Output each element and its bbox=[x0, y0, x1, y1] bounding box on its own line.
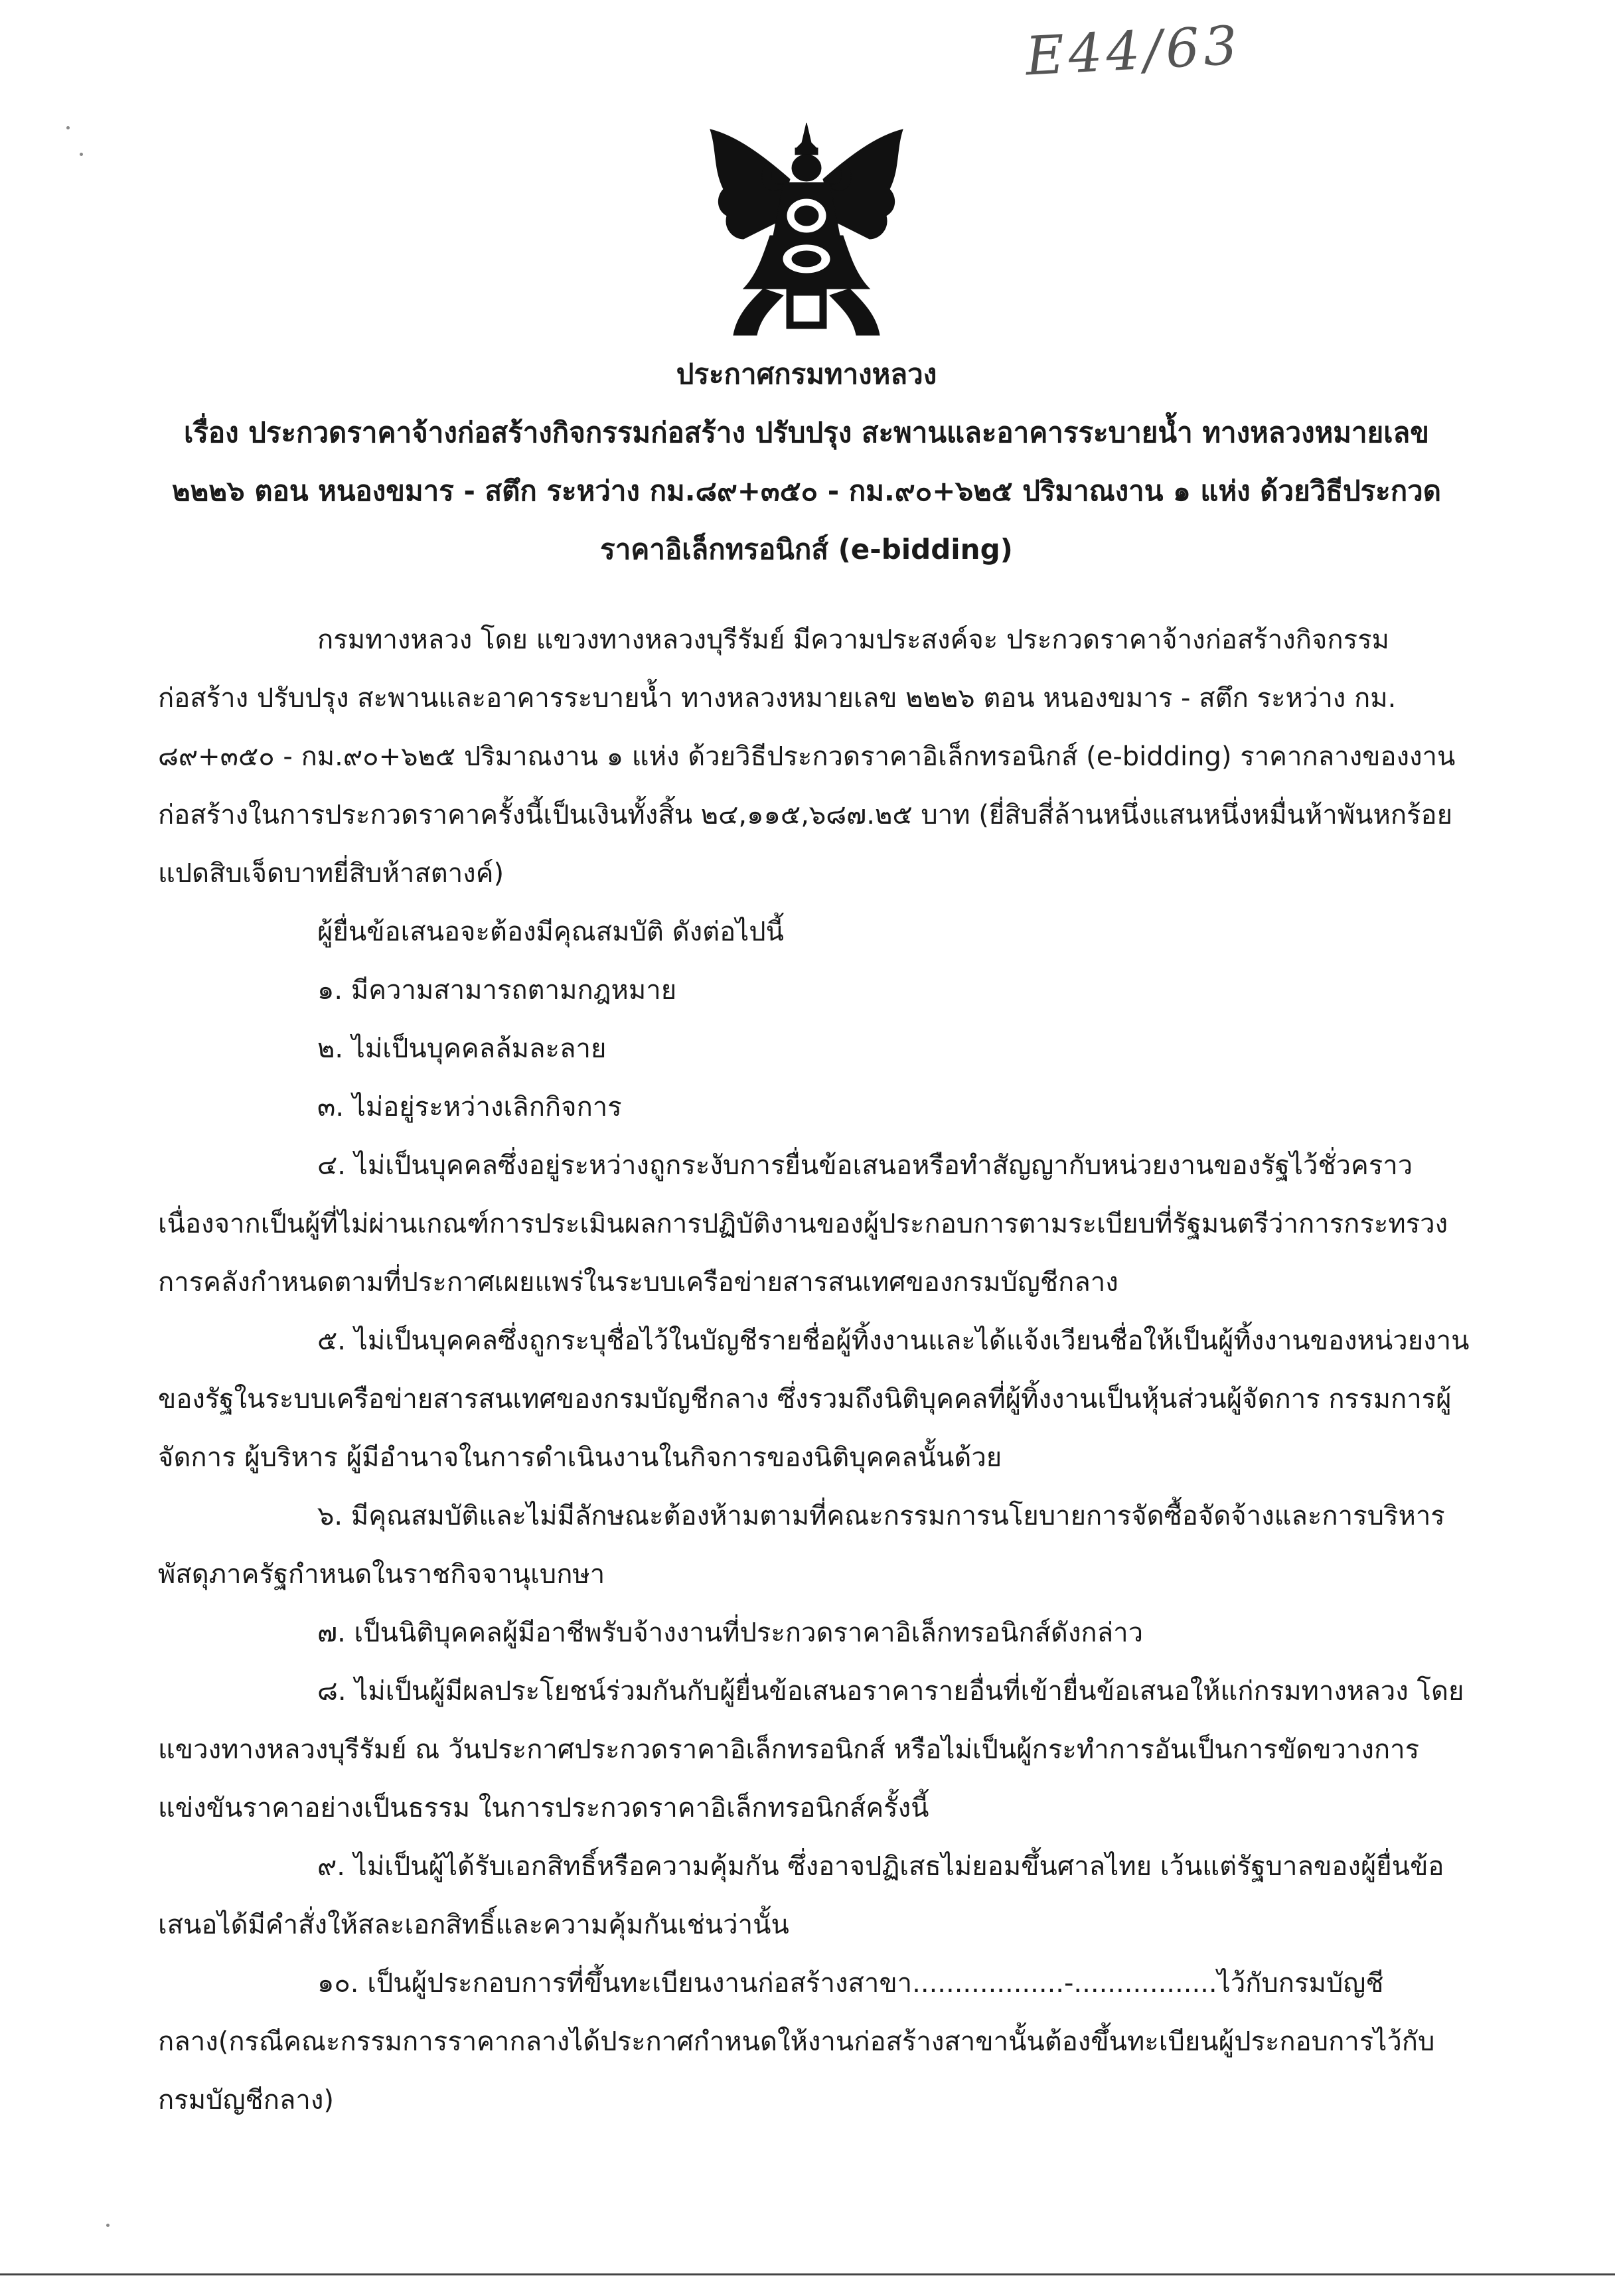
qualification-item-10-cont: กรมบัญชีกลาง) bbox=[158, 2085, 335, 2115]
qualification-item-8-cont: แข่งขันราคาอย่างเป็นธรรม ในการประกวดราคาอิเล็กทรอนิกส์ครั้งนี้ bbox=[158, 1793, 929, 1823]
qualification-item-8-cont: แขวงทางหลวงบุรีรัมย์ ณ วันประกาศประกวดราคาอิเล็กทรอนิกส์ หรือไม่เป็นผู้กระทำการอันเป็นการขัดขวางการ bbox=[158, 1734, 1420, 1765]
scan-edge-line bbox=[0, 2273, 1615, 2275]
qualification-item-10: ๑๐. เป็นผู้ประกอบการที่ขึ้นทะเบียนงานก่อสร้างสาขา..................-.................ไว้กับกรมบัญชี bbox=[317, 1968, 1384, 1999]
qualification-item-5-cont: จัดการ ผู้บริหาร ผู้มีอำนาจในการดำเนินงานในกิจการของนิติบุคคลนั้นด้วย bbox=[158, 1442, 1002, 1473]
handwritten-reference-note: E44/63 bbox=[1024, 14, 1243, 88]
qualification-item-6: ๖. มีคุณสมบัติและไม่มีลักษณะต้องห้ามตามที่คณะกรรมการนโยบายการจัดซื้อจัดจ้างและการบริหาร bbox=[317, 1501, 1445, 1531]
qualification-item-7: ๗. เป็นนิติบุคคลผู้มีอาชีพรับจ้างงานที่ประกวดราคาอิเล็กทรอนิกส์ดังกล่าว bbox=[317, 1618, 1144, 1648]
qualification-item-4-cont: การคลังกำหนดตามที่ประกาศเผยแพร่ในระบบเครือข่ายสารสนเทศของกรมบัญชีกลาง bbox=[158, 1267, 1118, 1298]
subject-line-2: ๒๒๒๖ ตอน หนองขมาร - สตึก ระหว่าง กม.๘๙+๓๕๐ - กม.๙๐+๖๒๕ ปริมาณงาน ๑ แห่ง ด้วยวิธีประกวด bbox=[171, 475, 1442, 507]
qualification-item-8: ๘. ไม่เป็นผู้มีผลประโยชน์ร่วมกันกับผู้ยื่นข้อเสนอราคารายอื่นที่เข้ายื่นข้อเสนอให้แก่กรมทางหลวง โดย bbox=[317, 1676, 1464, 1707]
qualification-item-2: ๒. ไม่เป็นบุคคลล้มละลาย bbox=[317, 1033, 607, 1064]
qualification-item-6-cont: พัสดุภาครัฐกำหนดในราชกิจจานุเบกษา bbox=[158, 1559, 605, 1590]
qualification-item-9-cont: เสนอได้มีคำสั่งให้สละเอกสิทธิ์และความคุ้มกันเช่นว่านั้น bbox=[158, 1910, 789, 1940]
subject-line-3: ราคาอิเล็กทรอนิกส์ (e-bidding) bbox=[600, 533, 1013, 566]
qualifications-heading: ผู้ยื่นข้อเสนอจะต้องมีคุณสมบัติ ดังต่อไปนี้ bbox=[317, 917, 784, 947]
announcement-body bbox=[158, 611, 1470, 2129]
qualification-item-1: ๑. มีความสามารถตามกฎหมาย bbox=[317, 975, 677, 1006]
garuda-emblem-icon bbox=[697, 116, 916, 342]
intro-line: กรมทางหลวง โดย แขวงทางหลวงบุรีรัมย์ มีความประสงค์จะ ประกวดราคาจ้างก่อสร้างกิจกรรม bbox=[317, 625, 1389, 655]
qualification-item-10-cont: กลาง(กรณีคณะกรรมการราคากลางได้ประกาศกำหนดให้งานก่อสร้างสาขานั้นต้องขึ้นทะเบียนผู้ประกอบการไว้กับ bbox=[158, 2027, 1435, 2057]
intro-line: ก่อสร้าง ปรับปรุง สะพานและอาคารระบายน้ำ ทางหลวงหมายเลข ๒๒๒๖ ตอน หนองขมาร - สตึก ระหว่าง กม. bbox=[158, 683, 1397, 714]
announcement-header bbox=[153, 345, 1460, 579]
qualification-item-4: ๔. ไม่เป็นบุคคลซึ่งอยู่ระหว่างถูกระงับการยื่นข้อเสนอหรือทำสัญญากับหน่วยงานของรัฐไว้ชั่วคราว bbox=[317, 1150, 1413, 1181]
intro-line: ๘๙+๓๕๐ - กม.๙๐+๖๒๕ ปริมาณงาน ๑ แห่ง ด้วยวิธีประกวดราคาอิเล็กทรอนิกส์ (e-bidding) ราคากลางของงาน bbox=[158, 741, 1456, 772]
qualification-item-3: ๓. ไม่อยู่ระหว่างเลิกกิจการ bbox=[317, 1092, 622, 1122]
qualification-item-5: ๕. ไม่เป็นบุคคลซึ่งถูกระบุชื่อไว้ในบัญชีรายชื่อผู้ทิ้งงานและได้แจ้งเวียนชื่อให้เป็นผู้ทิ้งงานของหน่วยงาน bbox=[317, 1326, 1470, 1356]
subject-line-1: เรื่อง ประกวดราคาจ้างก่อสร้างกิจกรรมก่อสร้าง ปรับปรุง สะพานและอาคารระบายน้ำ ทางหลวงหมายเลข bbox=[184, 416, 1429, 449]
intro-line: ก่อสร้างในการประกวดราคาครั้งนี้เป็นเงินทั้งสิ้น ๒๔,๑๑๕,๖๘๗.๒๕ บาท (ยี่สิบสี่ล้านหนึ่งแสนหนึ่งหมื่นห้าพันหกร้อย bbox=[158, 800, 1452, 830]
intro-line: แปดสิบเจ็ดบาทยี่สิบห้าสตางค์) bbox=[158, 858, 504, 889]
announcement-title: ประกาศกรมทางหลวง bbox=[676, 358, 937, 390]
qualification-item-5-cont: ของรัฐในระบบเครือข่ายสารสนเทศของกรมบัญชีกลาง ซึ่งรวมถึงนิติบุคคลที่ผู้ทิ้งงานเป็นหุ้นส่วนผู้จัดการ กรรมการผู้ bbox=[158, 1384, 1452, 1415]
qualification-item-4-cont: เนื่องจากเป็นผู้ที่ไม่ผ่านเกณฑ์การประเมินผลการปฏิบัติงานของผู้ประกอบการตามระเบียบที่รัฐมนตรีว่าการกระทรวง bbox=[158, 1209, 1448, 1239]
qualification-item-9: ๙. ไม่เป็นผู้ได้รับเอกสิทธิ์หรือความคุ้มกัน ซึ่งอาจปฏิเสธไม่ยอมขึ้นศาลไทย เว้นแต่รัฐบาลของผู้ยื่นข้อ bbox=[317, 1851, 1444, 1882]
